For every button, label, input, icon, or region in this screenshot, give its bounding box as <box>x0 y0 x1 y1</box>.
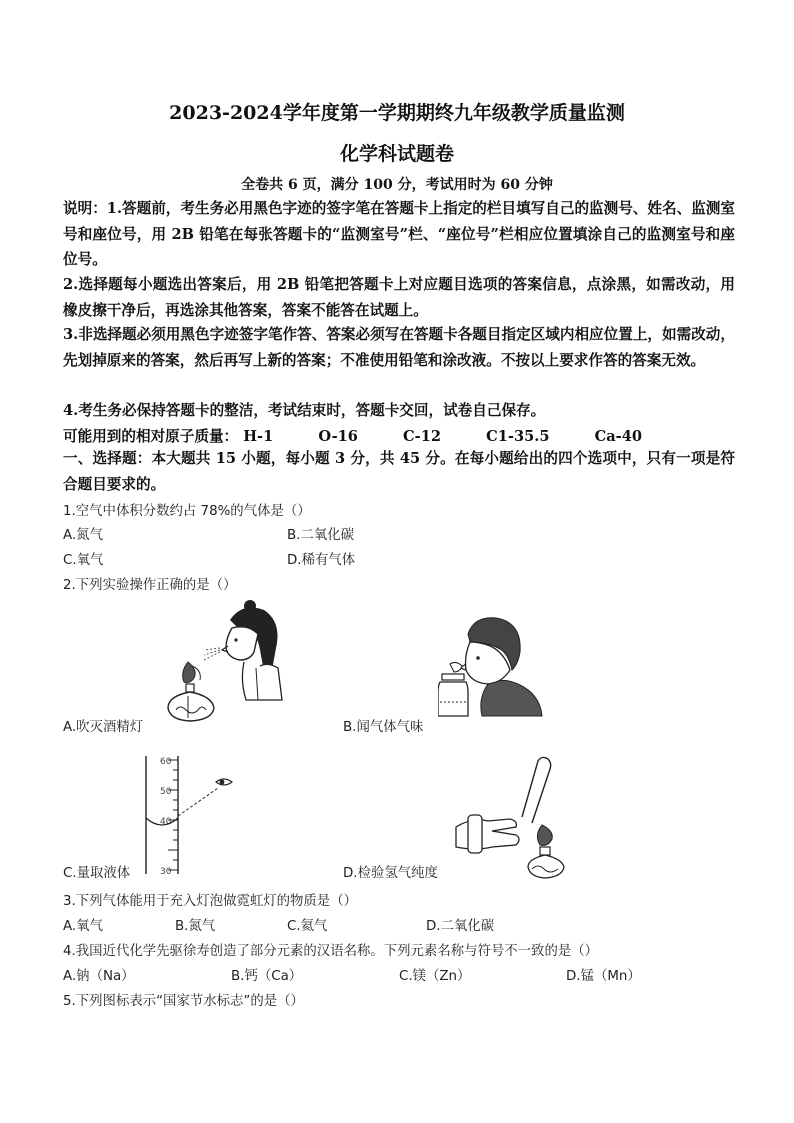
instruction-3: 3.非选择题必须用黑色字迹签字笔作答、答案必须写在答题卡各题目指定区域内相应位置上，如需改动，先划掉原来的答案，然后再写上新的答案；不准使用铅笔和涂改液。不按以上要求作答的答案无效。 <box>63 326 735 369</box>
question-2-option-c[interactable]: C.量取液体 <box>63 866 131 881</box>
question-4-option-a[interactable]: A.钠（Na） <box>63 969 135 984</box>
question-3-option-a[interactable]: A.氧气 <box>63 919 103 934</box>
smell-gas-figure <box>438 612 543 717</box>
exam-subtitle: 化学科试题卷 <box>339 143 454 165</box>
question-5-stem: 5.下列图标表示“国家节水标志”的是（） <box>63 994 304 1009</box>
graduated-cylinder-figure <box>130 752 270 877</box>
question-2-stem: 2.下列实验操作正确的是（） <box>63 578 237 593</box>
question-4-option-c[interactable]: C.镁（Zn） <box>399 969 471 984</box>
question-3-stem: 3.下列气体能用于充入灯泡做霓虹灯的物质是（） <box>63 894 357 909</box>
question-1-option-b[interactable]: B.二氧化碳 <box>287 528 355 543</box>
question-3-option-b[interactable]: B.氮气 <box>175 919 216 934</box>
question-2-option-b[interactable]: B.闻气体气味 <box>343 720 424 735</box>
cylinder-tick-40: 40 <box>160 817 172 827</box>
question-1-stem: 1.空气中体积分数约占 78%的气体是（） <box>63 504 311 519</box>
question-3-option-d[interactable]: D.二氧化碳 <box>426 919 495 934</box>
cylinder-tick-50: 50 <box>160 787 172 797</box>
instruction-4: 4.考生务必保持答题卡的整洁，考试结束时，答题卡交回，试卷自己保存。 <box>63 402 546 419</box>
question-1-option-c[interactable]: C.氧气 <box>63 553 104 568</box>
question-4-stem: 4.我国近代化学先驱徐寿创造了部分元素的汉语名称。下列元素名称与符号不一致的是（） <box>63 944 599 959</box>
question-2-option-d[interactable]: D.检验氢气纯度 <box>343 866 438 881</box>
cylinder-tick-30: 30 <box>160 867 172 877</box>
question-4-option-d[interactable]: D.锰（Mn） <box>566 969 641 984</box>
hydrogen-purity-figure <box>452 755 574 880</box>
question-1-option-a[interactable]: A.氮气 <box>63 528 103 543</box>
atomic-mass-c: C-12 <box>403 428 442 445</box>
atomic-mass-cl: C1-35.5 <box>486 428 550 445</box>
section-1-heading: 一、选择题：本大题共 15 小题，每小题 3 分，共 45 分。在每小题给出的四个选项中，只有一项是符合题目要求的。 <box>63 450 735 493</box>
question-2-option-a[interactable]: A.吹灭酒精灯 <box>63 720 144 735</box>
question-3-option-c[interactable]: C.氦气 <box>287 919 328 934</box>
atomic-mass-ca: Ca-40 <box>594 428 643 445</box>
atomic-mass-line <box>63 425 682 446</box>
exam-info: 全卷共 6 页，满分 100 分，考试用时为 60 分钟 <box>241 177 553 193</box>
question-1-option-d[interactable]: D.稀有气体 <box>287 553 356 568</box>
instruction-1: 说明：1.答题前，考生务必用黑色字迹的签字笔在答题卡上指定的栏目填写自己的监测号、姓名、监测室号和座位号，用 2B 铅笔在每张答题卡的“监测室号”栏、“座位号”栏相应位置填涂自己的监测室号和座位号。 <box>63 200 735 268</box>
atomic-mass-o: O-16 <box>318 428 358 445</box>
question-4-option-b[interactable]: B.钙（Ca） <box>231 969 303 984</box>
atomic-mass-h: H-1 <box>243 428 274 445</box>
cylinder-tick-60: 60 <box>160 757 172 767</box>
instruction-2: 2.选择题每小题选出答案后，用 2B 铅笔把答题卡上对应题目选项的答案信息，点涂黑，如需改动，用橡皮擦干净后，再选涂其他答案，答案不能答在试题上。 <box>63 276 735 319</box>
atomic-mass-label: 可能用到的相对原子质量： <box>63 428 239 445</box>
blow-out-lamp-figure <box>160 600 285 725</box>
exam-title: 2023-2024学年度第一学期期终九年级教学质量监测 <box>169 102 625 124</box>
